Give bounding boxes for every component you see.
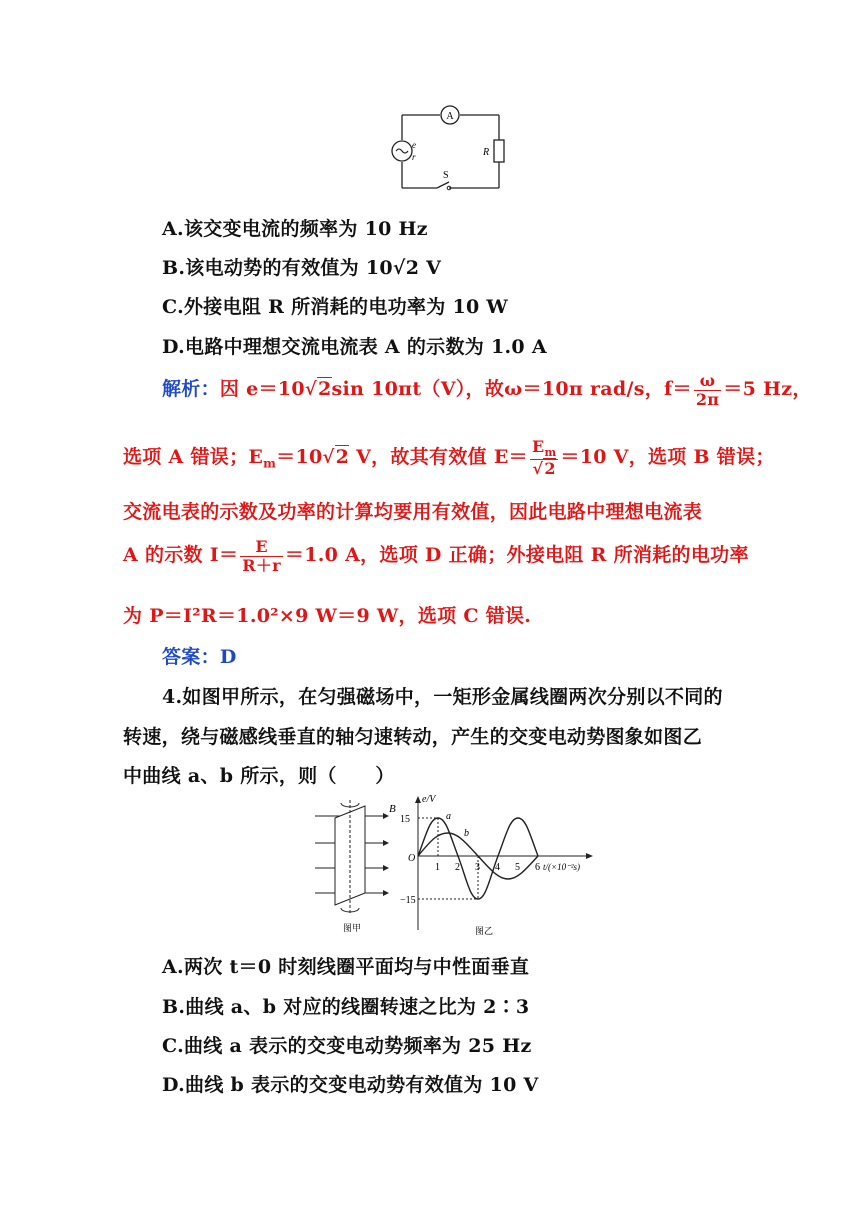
analysis-label: 解析： (162, 378, 220, 401)
y-tick-15: 15 (400, 814, 410, 825)
fig-yi-caption: 图乙 (475, 926, 494, 936)
x-tick-5: 5 (515, 862, 520, 873)
figure-yi (400, 795, 600, 940)
curve-a (418, 818, 538, 899)
fig-jia-caption: 图甲 (343, 923, 362, 933)
x-tick-6: 6 (535, 862, 540, 873)
x-tick-4: 4 (495, 862, 500, 873)
q3-option-c: C.外接电阻 R 所消耗的电功率为 10 W (162, 296, 509, 318)
analysis-line-2: 选项 A 错误；$E_m=10√2$ V，故其有效值 E＝ $\frac{E_m}{√2}$ ＝10 V，选项 B 错误； (123, 437, 775, 479)
x-tick-3: 3 (475, 862, 480, 873)
analysis-line-3: 交流电表的示数及功率的计算均要用有效值，因此电路中理想电流表 (123, 501, 703, 523)
y-axis-label: e/V (422, 795, 436, 805)
resistor-label: R (483, 147, 490, 158)
emf-label: e (412, 140, 416, 150)
analysis-line-5: 为 P＝I²R＝1.0²×9 W＝9 W，选项 C 错误. (123, 605, 532, 627)
q3-option-d: D.电路中理想交流电流表 A 的示数为 1.0 A (162, 336, 547, 358)
y-tick-minus-15: −15 (400, 895, 416, 906)
answer (162, 642, 237, 669)
q4-option-d: D.曲线 b 表示的交变电动势有效值为 10 V (162, 1074, 539, 1096)
field-label: B (389, 803, 396, 815)
origin-label: O (408, 853, 416, 864)
switch-label: S (443, 170, 449, 181)
internal-resistance-label: r (412, 152, 416, 162)
q4-stem-line-2: 转速，绕与磁感线垂直的轴匀速转动，产生的交变电动势图象如图乙 (123, 726, 703, 748)
resistor-icon (494, 140, 504, 162)
q3-option-b: B.该电动势的有效值为 10√2 V (162, 257, 442, 279)
curve-b-label: b (464, 828, 469, 839)
q4-stem-line-1: 4.如图甲所示，在匀强磁场中，一矩形金属线圈两次分别以不同的 (162, 686, 723, 708)
figure-jia (305, 798, 400, 938)
curve-a-label: a (446, 811, 451, 822)
x-tick-1: 1 (435, 862, 440, 873)
analysis-line-4: A 的示数 I＝ $\frac{E}{R+r}$ ＝1.0 A，选项 D 正确；外接电阻 R 所消耗的电功率 (123, 537, 749, 575)
answer-label: 答案： (162, 646, 220, 668)
x-axis-label: t/(×10⁻²s) (543, 862, 581, 872)
answer-value: D (219, 646, 237, 668)
q4-option-c: C.曲线 a 表示的交变电动势频率为 25 Hz (162, 1035, 532, 1057)
x-tick-2: 2 (455, 862, 460, 873)
analysis-line-1: 解析：因 e＝10√2sin 10πt（V），故ω＝10π rad/s，f＝ $\frac{\omega}{2\pi}$ ＝5 Hz， (162, 371, 812, 409)
ammeter-label: A (446, 111, 454, 122)
circuit-diagram (385, 100, 515, 195)
q4-stem-line-3: 中曲线 a、b 所示，则（ ） (123, 765, 395, 787)
q4-option-a: A.两次 t＝0 时刻线圈平面均与中性面垂直 (162, 956, 530, 978)
q4-option-b: B.曲线 a、b 对应的线圈转速之比为 2∶3 (162, 996, 530, 1018)
q3-option-a: A.该交变电流的频率为 10 Hz (162, 218, 428, 240)
